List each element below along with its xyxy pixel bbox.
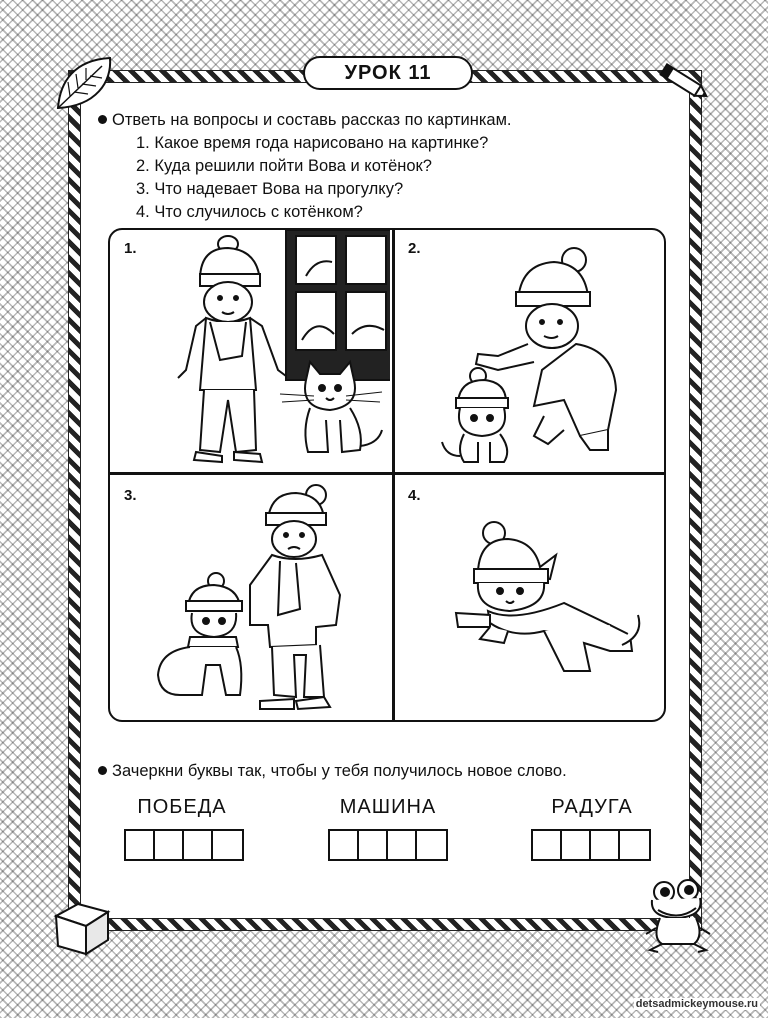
task2-instruction: Зачеркни буквы так, чтобы у тебя получилось новое слово. bbox=[98, 760, 567, 782]
picture-panel-3 bbox=[110, 475, 390, 715]
boy-in-winter-clothes-with-kitten-illustration bbox=[110, 475, 390, 715]
panel-number: 2. bbox=[408, 240, 421, 257]
answer-boxes-1[interactable] bbox=[124, 829, 244, 861]
question-3: 3. Что надевает Вова на прогулку? bbox=[136, 180, 404, 198]
answer-boxes-3[interactable] bbox=[531, 829, 651, 861]
picture-panel-4 bbox=[394, 475, 666, 715]
site-watermark: detsadmickeymouse.ru bbox=[635, 998, 758, 1010]
boy-and-kitten-at-window-illustration bbox=[110, 230, 390, 470]
word-3: РАДУГА bbox=[551, 796, 633, 818]
bullet-icon bbox=[98, 115, 107, 124]
kitten-in-hat-and-scarf-illustration bbox=[394, 475, 666, 715]
panel-number: 3. bbox=[124, 487, 137, 504]
leaf-icon bbox=[52, 52, 122, 114]
boy-putting-hat-on-kitten-illustration bbox=[394, 230, 666, 470]
picture-panel-2 bbox=[394, 230, 666, 470]
question-1: 1. Какое время года нарисовано на картинке? bbox=[136, 134, 489, 152]
panel-number: 1. bbox=[124, 240, 137, 257]
word-2: МАШИНА bbox=[339, 796, 437, 818]
picture-panel-1 bbox=[110, 230, 390, 470]
picture-grid bbox=[108, 228, 666, 722]
task1-instruction: Ответь на вопросы и составь рассказ по картинкам. bbox=[98, 109, 512, 131]
question-2: 2. Куда решили пойти Вова и котёнок? bbox=[136, 157, 432, 175]
word-1: ПОБЕДА bbox=[137, 796, 227, 818]
pencil-icon bbox=[652, 60, 712, 104]
answer-boxes-2[interactable] bbox=[328, 829, 448, 861]
cube-icon bbox=[50, 898, 116, 958]
question-4: 4. Что случилось с котёнком? bbox=[136, 203, 363, 221]
lesson-title: УРОК 11 bbox=[303, 56, 473, 90]
panel-number: 4. bbox=[408, 487, 421, 504]
bullet-icon bbox=[98, 766, 107, 775]
frog-icon bbox=[642, 878, 716, 958]
